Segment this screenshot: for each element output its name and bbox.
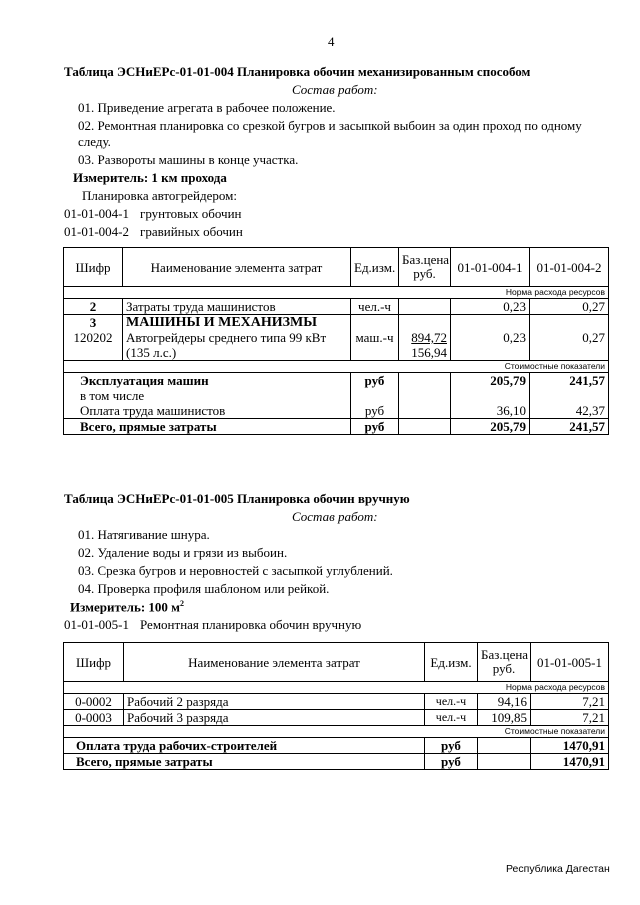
cost-value-1: 36,10 [451,403,530,419]
cost-name: Всего, прямые затраты [64,419,351,435]
row-name: Затраты труда машинистов [123,299,351,315]
table-row [64,710,609,726]
table-header-row [64,248,609,287]
header-col1: 01-01-004-1 [451,248,530,287]
header-unit: Ед.изм. [425,643,478,682]
norm-label: Норма расхода ресурсов [64,682,609,694]
cost-unit: руб [425,754,478,770]
cost-name: Оплата труда рабочих-строителей [64,738,425,754]
table1-code-name: гравийных обочин [140,224,243,239]
row-value-2: 0,27 [530,299,609,315]
row-price: 894,72 [411,330,447,345]
row-price [399,299,451,315]
row-price: 109,85 [478,710,531,726]
cost-name: Всего, прямые затраты [64,754,425,770]
table1-work-item: 02. Ремонтная планировка со срезкой бугров и засыпкой выбоин за один проход по одному [78,118,582,133]
cost-label: Стоимостные показатели [64,361,609,373]
row-value-2: 0,27 [530,330,609,361]
table-header-row [64,643,609,682]
cost-name: Эксплуатация машин [64,373,351,389]
table1-work-item: следу. [78,134,111,149]
header-cipher: Шифр [64,248,123,287]
header-base-price: Баз.цена руб. [478,643,531,682]
header-col1: 01-01-005-1 [531,643,609,682]
cost-label-row [64,361,609,373]
header-col2: 01-01-004-2 [530,248,609,287]
row-code: 0-0002 [64,694,124,710]
row-name: Рабочий 2 разряда [124,694,425,710]
header-name: Наименование элемента затрат [123,248,351,287]
table2-title: Таблица ЭСНиЕРс-01-01-005 Планировка обочин вручную [64,491,410,506]
table2-meter [70,599,184,615]
cost-label: Стоимостные показатели [64,726,609,738]
table2-work-item: 01. Натягивание шнура. [78,527,210,542]
cost-row [64,419,609,435]
table2-meter-sup: 2 [180,599,185,608]
cost-unit: руб [351,403,399,419]
footer-region: Республика Дагестан [506,863,610,875]
cost-unit: руб [351,373,399,389]
header-unit: Ед.изм. [351,248,399,287]
table2-work-item: 03. Срезка бугров и неровностей с засыпкой углублений. [78,563,393,578]
table1-code-name: грунтовых обочин [140,206,242,221]
table2-work-item: 02. Удаление воды и грязи из выбоин. [78,545,288,560]
cost-row [64,403,609,419]
table1-subtitle: Планировка автогрейдером: [82,188,237,203]
row-code: 2 [64,299,123,315]
cost-row [64,388,609,403]
table2-work-item: 04. Проверка профиля шаблоном или рейкой. [78,581,330,596]
norm-label: Норма расхода ресурсов [64,287,609,299]
table1-composition-title: Состав работ: [292,82,378,97]
table1-meter: Измеритель: 1 км прохода [73,170,227,185]
row-value-1: 0,23 [451,299,530,315]
header-cipher: Шифр [64,643,124,682]
row-price: 94,16 [478,694,531,710]
cost-row [64,373,609,389]
table-row [64,299,609,315]
table2 [63,642,609,770]
table1-code: 01-01-004-2 [64,224,129,239]
cost-value-2: 241,57 [530,419,609,435]
row-value-1: 7,21 [531,694,609,710]
table2-code-name: Ремонтная планировка обочин вручную [140,617,362,632]
cost-value-1: 205,79 [451,373,530,389]
cost-label-row [64,726,609,738]
row-unit: чел.-ч [425,710,478,726]
row-unit: чел.-ч [425,694,478,710]
table2-meter-text: Измеритель: 100 м [70,599,181,615]
table2-composition-title: Состав работ: [292,509,378,524]
norm-label-row [64,287,609,299]
cost-unit: руб [351,419,399,435]
row-price-secondary: 156,94 [411,345,447,360]
cost-unit: руб [425,738,478,754]
table1-work-item: 01. Приведение агрегата в рабочее положение. [78,100,336,115]
row-value-1: 0,23 [451,330,530,361]
table-row [64,330,609,361]
table1-work-item: 03. Развороты машины в конце участка. [78,152,299,167]
page-number: 4 [328,34,335,49]
cost-value-2: 42,37 [530,403,609,419]
cost-value-2: 241,57 [530,373,609,389]
row-code: 0-0003 [64,710,124,726]
row-unit: чел.-ч [351,299,399,315]
header-name: Наименование элемента затрат [124,643,425,682]
row-code: 3 [64,315,123,331]
row-price-cell [399,330,451,361]
table-row [64,694,609,710]
header-base-price: Баз.цена руб. [399,248,451,287]
cost-name: Оплата труда машинистов [64,403,351,419]
cost-value-1: 1470,91 [531,754,609,770]
cost-row [64,754,609,770]
norm-label-row [64,682,609,694]
table-row [64,315,609,331]
row-name: Автогрейдеры среднего типа 99 кВт (135 л.с.) [123,330,351,361]
table1-code: 01-01-004-1 [64,206,129,221]
row-code: 120202 [64,330,123,361]
table1 [63,247,609,435]
cost-value-1: 205,79 [451,419,530,435]
table2-code: 01-01-005-1 [64,617,129,632]
table1-title: Таблица ЭСНиЕРс-01-01-004 Планировка обочин механизированным способом [64,64,531,79]
cost-row [64,738,609,754]
row-section-name: МАШИНЫ И МЕХАНИЗМЫ [123,315,351,331]
cost-name: в том числе [64,388,351,403]
row-value-1: 7,21 [531,710,609,726]
row-unit: маш.-ч [351,330,399,361]
row-name: Рабочий 3 разряда [124,710,425,726]
cost-value-1: 1470,91 [531,738,609,754]
